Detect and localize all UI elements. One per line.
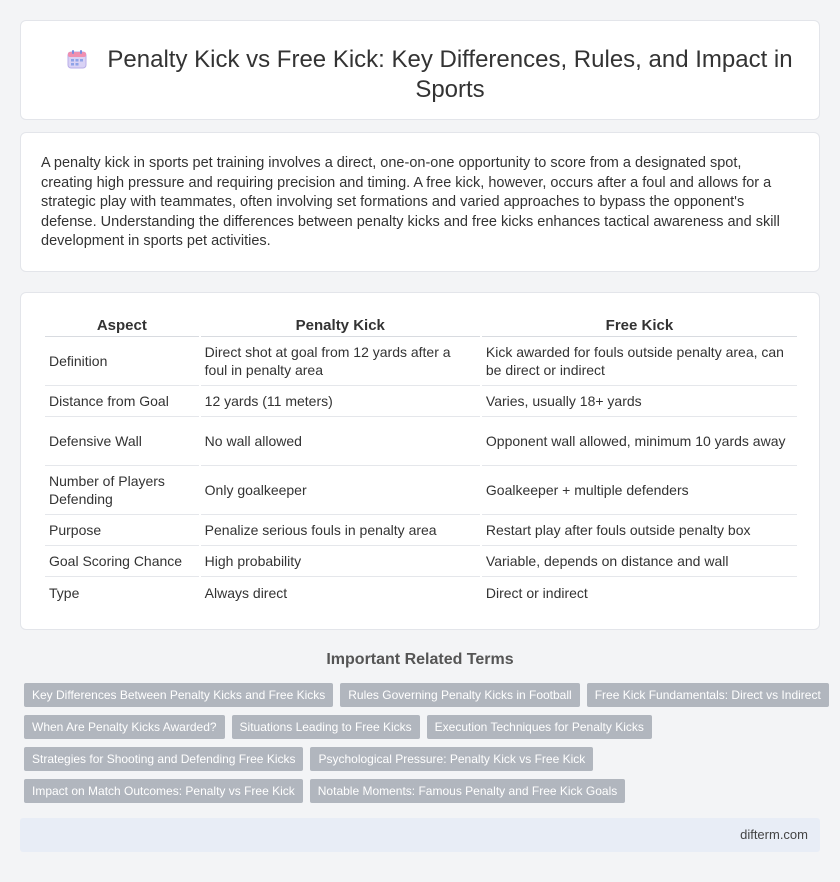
related-term-tag[interactable]: Psychological Pressure: Penalty Kick vs Free Kick bbox=[310, 747, 593, 771]
comparison-table-card bbox=[20, 292, 820, 630]
related-term-tag[interactable]: Rules Governing Penalty Kicks in Football bbox=[340, 683, 579, 707]
aspect-cell: Definition bbox=[45, 337, 199, 386]
free-kick-cell: Restart play after fouls outside penalty box bbox=[482, 515, 797, 546]
related-terms-title: Important Related Terms bbox=[326, 651, 514, 668]
aspect-cell: Goal Scoring Chance bbox=[45, 546, 199, 577]
column-header-penalty-kick: Penalty Kick bbox=[201, 315, 480, 337]
tag-row bbox=[24, 683, 824, 707]
penalty-kick-cell: 12 yards (11 meters) bbox=[201, 386, 480, 417]
penalty-kick-cell: Always direct bbox=[204, 584, 288, 601]
tag-row bbox=[24, 779, 824, 803]
table-row bbox=[45, 515, 797, 546]
aspect-cell: Purpose bbox=[45, 515, 199, 546]
related-term-tag[interactable]: Execution Techniques for Penalty Kicks bbox=[427, 715, 652, 739]
table-row bbox=[45, 337, 797, 386]
intro-card bbox=[20, 132, 820, 272]
table-header-row bbox=[45, 315, 797, 337]
table-row bbox=[45, 466, 797, 515]
page-title: Penalty Kick vs Free Kick: Key Differences, Rules, and Impact in Sports bbox=[107, 46, 793, 103]
related-terms-list bbox=[24, 683, 824, 811]
header-card bbox=[20, 20, 820, 120]
aspect-cell: Type bbox=[49, 584, 80, 601]
penalty-kick-cell: Penalize serious fouls in penalty area bbox=[201, 515, 480, 546]
related-term-tag[interactable]: Strategies for Shooting and Defending Free Kicks bbox=[24, 747, 303, 771]
penalty-kick-cell: High probability bbox=[201, 546, 480, 577]
penalty-kick-cell: No wall allowed bbox=[201, 417, 480, 466]
related-term-tag[interactable]: Situations Leading to Free Kicks bbox=[232, 715, 420, 739]
penalty-kick-cell: Direct shot at goal from 12 yards after a foul in penalty area bbox=[201, 337, 480, 386]
column-header-aspect: Aspect bbox=[45, 315, 199, 337]
aspect-cell: Distance from Goal bbox=[45, 386, 199, 417]
free-kick-cell: Varies, usually 18+ yards bbox=[482, 386, 797, 417]
aspect-cell: Number of Players Defending bbox=[45, 466, 199, 515]
footer bbox=[20, 818, 820, 852]
free-kick-cell: Opponent wall allowed, minimum 10 yards away bbox=[482, 417, 797, 466]
table-row bbox=[45, 546, 797, 577]
related-term-tag[interactable]: Free Kick Fundamentals: Direct vs Indirect bbox=[587, 683, 829, 707]
related-term-tag[interactable]: Impact on Match Outcomes: Penalty vs Free Kick bbox=[24, 779, 303, 803]
free-kick-cell: Direct or indirect bbox=[485, 584, 588, 601]
table-row bbox=[45, 386, 797, 417]
tag-row bbox=[24, 715, 824, 739]
aspect-cell: Defensive Wall bbox=[45, 417, 199, 466]
free-kick-cell: Variable, depends on distance and wall bbox=[482, 546, 797, 577]
free-kick-cell: Goalkeeper + multiple defenders bbox=[482, 466, 797, 515]
table-row bbox=[45, 577, 797, 608]
tag-row bbox=[24, 747, 824, 771]
footer-brand[interactable]: difterm.com bbox=[740, 827, 808, 842]
comparison-table bbox=[43, 315, 799, 608]
intro-paragraph: A penalty kick in sports pet training involves a direct, one-on-one opportunity to score from a designated spot, creating high pressure and requiring precision and timing. A free kick, however, occurs after a foul and allows for a strategic play with teammates, often involving set formations and varied approaches to bypass the opponent's defense. Understanding the differences between penalty kicks and free kicks enhances tactical awareness and skill development in sports pet activities. bbox=[41, 155, 780, 249]
column-header-free-kick: Free Kick bbox=[482, 315, 797, 337]
related-term-tag[interactable]: When Are Penalty Kicks Awarded? bbox=[24, 715, 225, 739]
penalty-kick-cell: Only goalkeeper bbox=[201, 466, 480, 515]
table-row bbox=[45, 417, 797, 466]
related-term-tag[interactable]: Notable Moments: Famous Penalty and Free Kick Goals bbox=[310, 779, 625, 803]
free-kick-cell: Kick awarded for fouls outside penalty area, can be direct or indirect bbox=[482, 337, 797, 386]
related-term-tag[interactable]: Key Differences Between Penalty Kicks and Free Kicks bbox=[24, 683, 333, 707]
